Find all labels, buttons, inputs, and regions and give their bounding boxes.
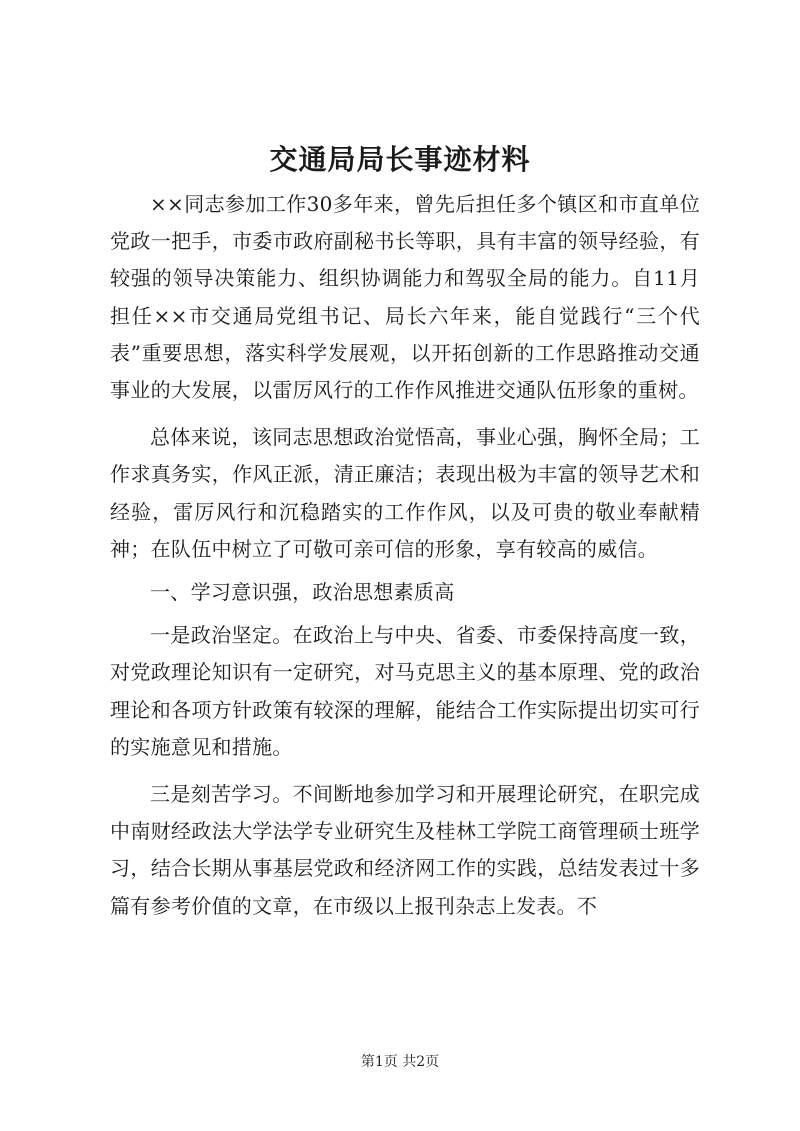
document-body	[110, 186, 700, 925]
section-heading: 一、学习意识强，政治思想素质高	[150, 580, 455, 605]
paragraph-summary: 总体来说，该同志思想政治觉悟高，事业心强，胸怀全局；工作求真务实，作风正派，清正廉洁；表现出极为丰富的领导艺术和经验，雷厉风行和沉稳踏实的工作作风，以及可贵的敬业奉献精神；在队伍中树立了可敬可亲可信的形象，享有较高的威信。	[110, 425, 700, 561]
page-number-footer: 第1页 共2页	[360, 1054, 440, 1070]
document-title: 交通局局长事迹材料	[269, 143, 531, 176]
paragraph-political: 一是政治坚定。在政治上与中央、省委、市委保持高度一致，对党政理论知识有一定研究，对马克思主义的基本原理、党的政治理论和各项方针政策有较深的理解，能结合工作实际提出切实可行的实施意见和措施。	[110, 623, 700, 759]
paragraph-intro: ××同志参加工作30多年来，曾先后担任多个镇区和市直单位党政一把手，市委市政府副秘书长等职，具有丰富的领导经验，有较强的领导决策能力、组织协调能力和驾驭全局的能力。自11月担任××市交通局党组书记、局长六年来，能自觉践行“三个代表”重要思想，落实科学发展观，以开拓创新的工作思路推动交通事业的大发展，以雷厉风行的工作作风推进交通队伍形象的重树。	[110, 192, 700, 403]
paragraph-study: 三是刻苦学习。不间断地参加学习和开展理论研究，在职完成中南财经政法大学法学专业研究生及桂林工学院工商管理硕士班学习，结合长期从事基层党政和经济网工作的实践，总结发表过十多篇有参考价值的文章，在市级以上报刊杂志上发表。不	[110, 782, 700, 918]
